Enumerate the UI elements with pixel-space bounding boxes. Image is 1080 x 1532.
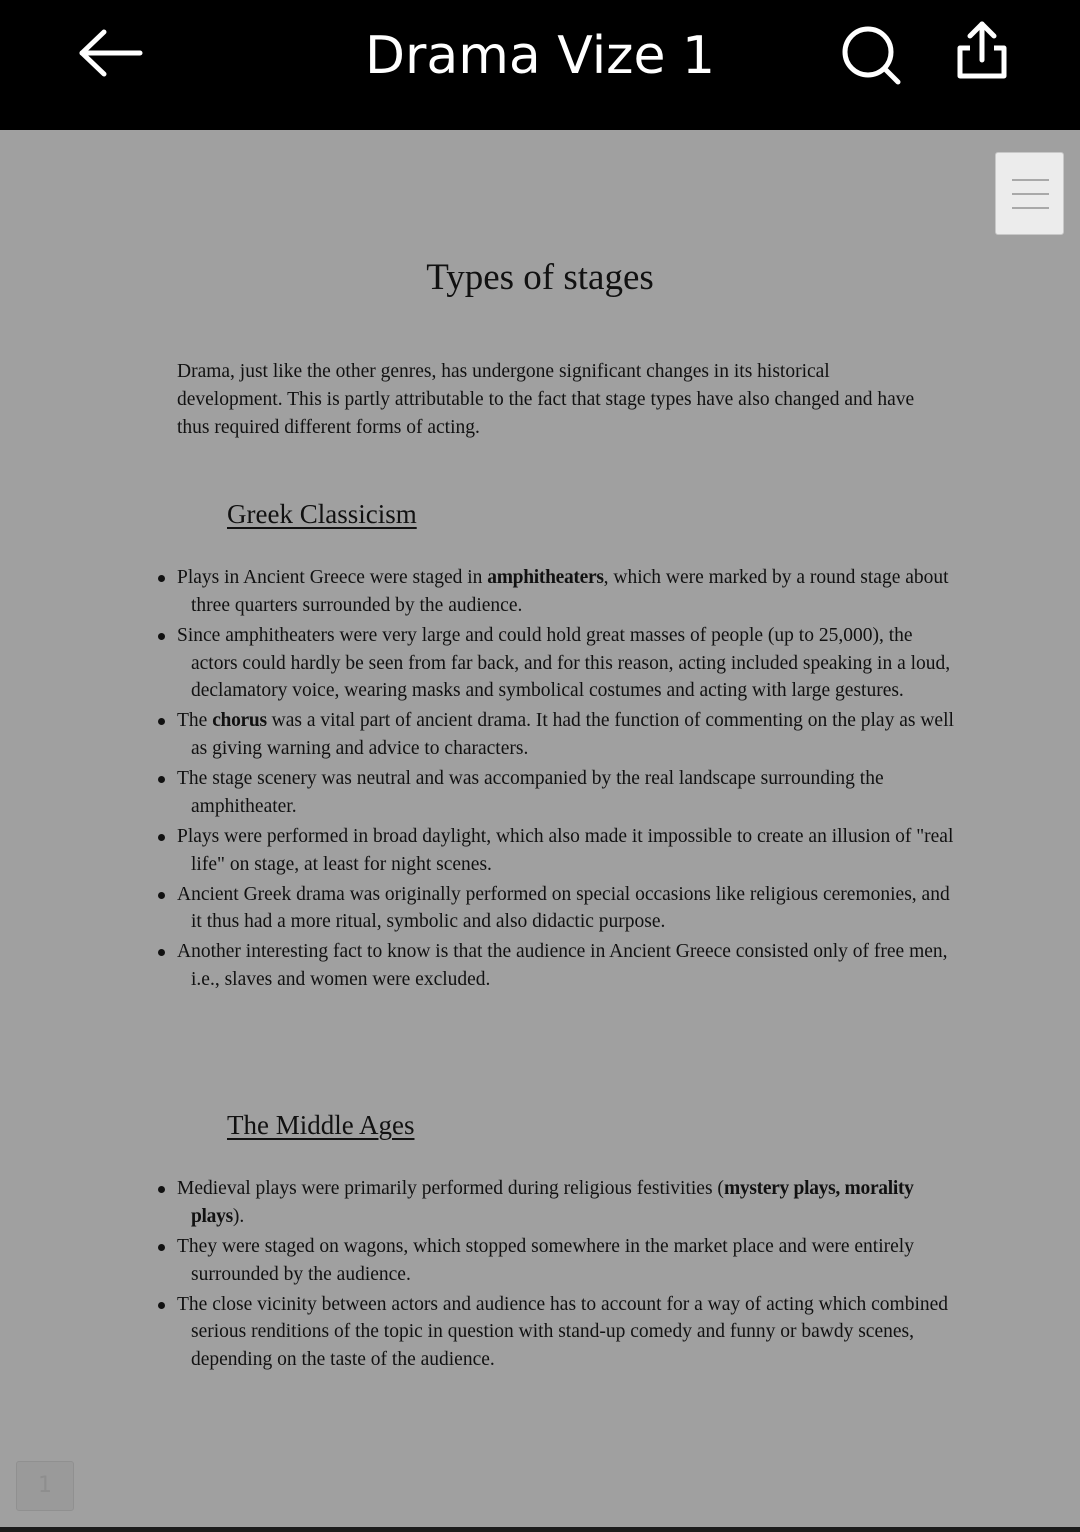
list-item <box>158 938 958 993</box>
bullet-dot <box>158 633 165 640</box>
bullet-dot <box>158 892 165 899</box>
text-run: Plays in Ancient Greece were staged in <box>177 567 488 588</box>
bullet-list-middle-ages <box>158 1175 958 1376</box>
list-item <box>158 881 958 936</box>
section-heading-middle-ages: The Middle Ages <box>227 1110 415 1140</box>
text-run: was a vital part of ancient drama. It had the function of commenting on the play as well as giving warning and advice to characters. <box>191 710 954 759</box>
text-run: Ancient Greek drama was originally performed on special occasions like religious ceremonies, and it thus had a more ritual, symbolic and also didactic purpose. <box>177 883 950 933</box>
text-run: Since amphitheaters were very large and could hold great masses of people (up to 25,000), the actors could hardly be seen from far back, and for this reason, acting included speaking in a loud, declamatory voice, wearing masks and symbolical costumes and acting with large gestures. <box>177 624 951 702</box>
bullet-dot <box>158 1186 165 1193</box>
page-number-indicator[interactable]: 1 <box>16 1461 74 1511</box>
bullet-dot <box>158 1244 165 1251</box>
bullet-dot <box>158 718 165 725</box>
list-item <box>158 707 958 762</box>
text-run: Plays were performed in broad daylight, which also made it impossible to create an illusion of "real life" on stage, at least for night scenes. <box>177 825 954 875</box>
bullet-dot <box>158 949 165 956</box>
list-item <box>158 1233 958 1288</box>
arrow-left-icon <box>72 22 148 86</box>
text-run: ). <box>232 1205 245 1227</box>
document-title-header: Drama Vize 1 <box>364 26 716 86</box>
list-item <box>158 622 958 705</box>
share-icon <box>950 16 1014 86</box>
document-page <box>0 130 1080 1527</box>
bold-term: amphitheaters <box>487 567 604 588</box>
text-run: The <box>177 710 213 732</box>
page-title: Types of stages <box>426 257 654 298</box>
section-heading-greek-classicism: Greek Classicism <box>227 499 417 529</box>
text-run: They were staged on wagons, which stopped somewhere in the market place and were entirely surrounded by the audience. <box>177 1235 914 1285</box>
list-item <box>158 823 958 878</box>
share-button[interactable] <box>950 16 1014 86</box>
back-button[interactable] <box>72 22 148 86</box>
list-item <box>158 765 958 820</box>
top-app-bar <box>0 0 1080 130</box>
bottom-edge <box>0 1527 1080 1532</box>
text-run: The close vicinity between actors and audience has to account for a way of acting which combined serious renditions of the topic in question with stand-up comedy and funny or bawdy scenes, depending on the taste of the audience. <box>177 1293 949 1370</box>
text-run: The stage scenery was neutral and was accompanied by the real landscape surrounding the amphitheater. <box>177 768 884 817</box>
list-item <box>158 564 958 619</box>
text-run: , which were marked by a round stage about three quarters surrounded by the audience. <box>191 567 949 616</box>
text-run: Medieval plays were primarily performed during religious festivities ( <box>177 1178 724 1199</box>
bullet-dot <box>158 575 165 582</box>
bullet-dot <box>158 834 165 841</box>
intro-paragraph: Drama, just like the other genres, has undergone significant changes in its historical development. This is partly attributable to the fact that stage types have also changed and have thus required different forms of acting. <box>177 361 915 438</box>
menu-button[interactable] <box>995 152 1064 235</box>
bullet-dot <box>158 1302 165 1309</box>
text-run: Another interesting fact to know is that the audience in Ancient Greece consisted only of free men, i.e., slaves and women were excluded. <box>177 941 948 991</box>
bold-term: mystery plays, morality plays <box>191 1178 914 1227</box>
bullet-dot <box>158 776 165 783</box>
list-item <box>158 1175 958 1230</box>
bullet-list-greek-classicism <box>158 564 958 996</box>
search-button[interactable] <box>836 20 906 90</box>
search-icon <box>836 20 906 90</box>
bold-term: chorus <box>212 710 267 732</box>
list-item <box>158 1291 958 1374</box>
